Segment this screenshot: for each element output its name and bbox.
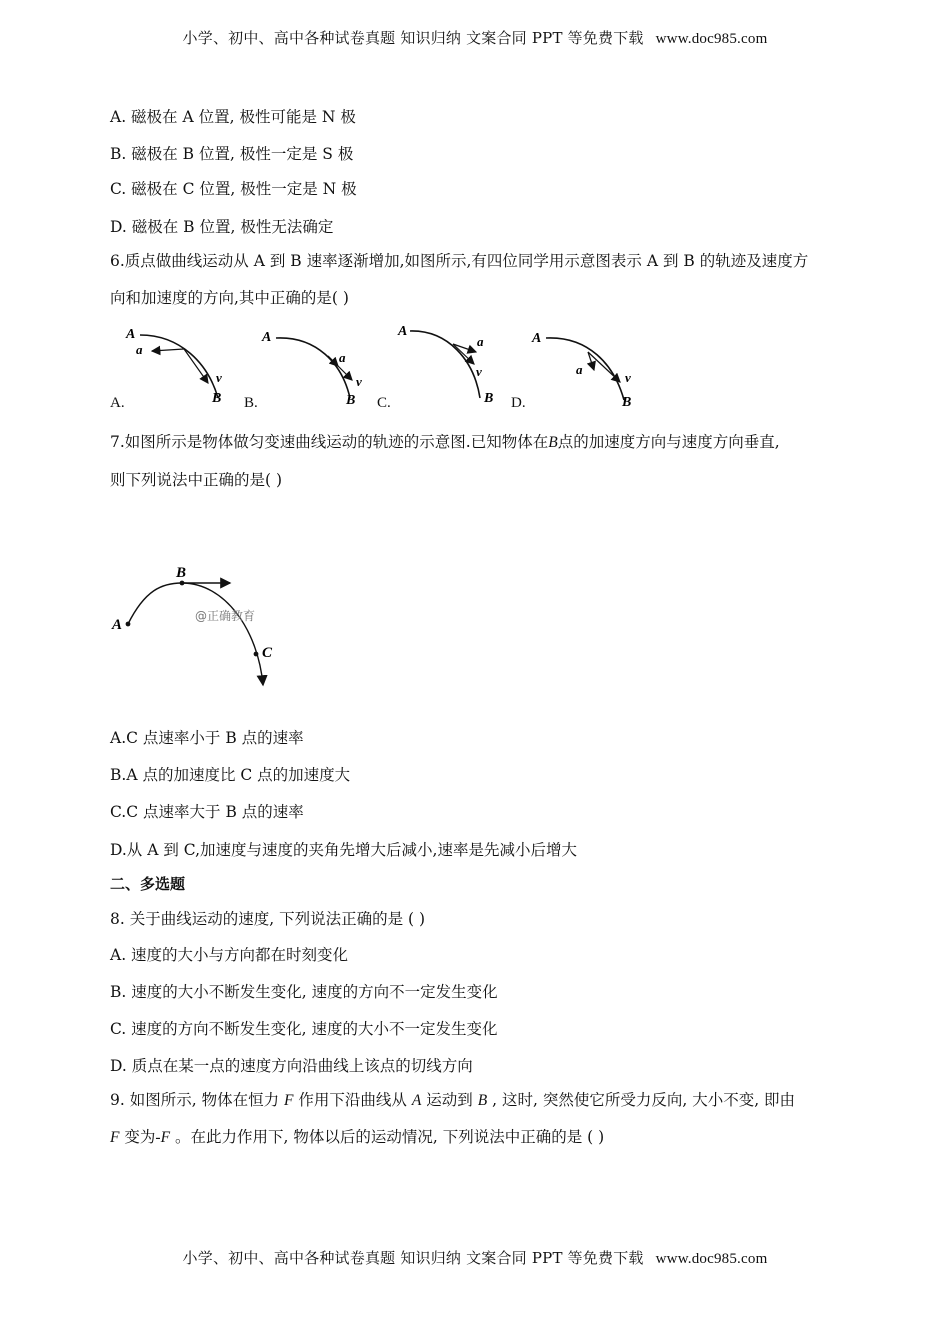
q6c-label-start: A bbox=[398, 324, 408, 339]
q7-stem-part2: 点的加速度方向与速度方向垂直, bbox=[557, 433, 780, 451]
q6d-label-accel: a bbox=[576, 362, 583, 377]
q7-label-c: C bbox=[262, 645, 273, 661]
q9-text-4: , 这时, 突然使它所受力反向, 大小不变, 即由 bbox=[492, 1091, 796, 1109]
q7-stem-part1: 7.如图所示是物体做匀变速曲线运动的轨迹的示意图.已知物体在 bbox=[110, 433, 549, 451]
q6a-label-start: A bbox=[126, 327, 136, 342]
q8-option-c: C. 速度的方向不断发生变化, 速度的大小不一定发生变化 bbox=[110, 1020, 498, 1038]
q6a-label-end: B bbox=[212, 391, 222, 406]
q6c-curve bbox=[410, 331, 480, 398]
q9-symbol-b: B bbox=[477, 1092, 488, 1109]
q6-option-a-label: A. bbox=[110, 395, 125, 411]
q6-option-c-label: C. bbox=[377, 395, 391, 411]
q6b-label-start: A bbox=[262, 330, 272, 345]
q8-stem: 8. 关于曲线运动的速度, 下列说法正确的是 ( ) bbox=[110, 910, 426, 928]
q9-symbol-a: A bbox=[411, 1092, 422, 1109]
q6-stem-line1: 6.质点做曲线运动从 A 到 B 速率逐渐增加,如图所示,有四位同学用示意图表示 A 到 B 的轨迹及速度方 bbox=[110, 252, 809, 270]
q6-stem-line2: 向和加速度的方向,其中正确的是( ) bbox=[110, 289, 349, 307]
q9-text-2: 作用下沿曲线从 bbox=[298, 1091, 407, 1109]
q5-option-a: A. 磁极在 A 位置, 极性可能是 N 极 bbox=[110, 108, 356, 126]
q6b-curve bbox=[276, 338, 350, 398]
q7-stem-line2: 则下列说法中正确的是( ) bbox=[110, 471, 283, 489]
footer-url[interactable]: www.doc985.com bbox=[655, 1251, 768, 1267]
q7-point-b bbox=[180, 581, 185, 586]
q8-option-d: D. 质点在某一点的速度方向沿曲线上该点的切线方向 bbox=[110, 1057, 473, 1075]
q9-stem-line2 bbox=[110, 1125, 604, 1147]
q6d-curve bbox=[546, 338, 624, 400]
q6-figure-d bbox=[531, 331, 631, 410]
q7-option-a: A.C 点速率小于 B 点的速率 bbox=[110, 729, 304, 747]
q7-option-c: C.C 点速率大于 B 点的速率 bbox=[110, 803, 304, 821]
page-footer bbox=[0, 1247, 950, 1268]
q6b-label-end: B bbox=[346, 393, 356, 408]
q6d-label-start: A bbox=[532, 331, 542, 346]
q6a-label-accel: a bbox=[136, 342, 143, 357]
q6b-label-accel: a bbox=[339, 350, 346, 365]
q6a-curve bbox=[140, 335, 218, 398]
q7-trajectory bbox=[128, 583, 263, 685]
q7-option-b: B.A 点的加速度比 C 点的加速度大 bbox=[110, 766, 351, 784]
q6a-label-vel: v bbox=[216, 370, 222, 385]
q6a-accel-arrow bbox=[152, 349, 184, 351]
q6-option-d-label: D. bbox=[511, 395, 526, 411]
header-url[interactable]: www.doc985.com bbox=[655, 31, 768, 47]
q7-point-c bbox=[254, 652, 259, 657]
q6-option-b-label: B. bbox=[244, 395, 258, 411]
q5-option-c: C. 磁极在 C 位置, 极性一定是 N 极 bbox=[110, 180, 357, 198]
q9-symbol-f-2: F bbox=[110, 1129, 120, 1146]
q6c-vel-arrow bbox=[453, 344, 474, 364]
q6-figure-c bbox=[397, 324, 493, 406]
q7-figure bbox=[100, 560, 300, 695]
footer-text: 小学、初中、高中各种试卷真题 知识归纳 文案合同 PPT 等免费下载 bbox=[182, 1249, 644, 1267]
q8-option-a: A. 速度的大小与方向都在时刻变化 bbox=[110, 946, 349, 964]
q6c-label-accel: a bbox=[477, 334, 484, 349]
q5-option-b: B. 磁极在 B 位置, 极性一定是 S 极 bbox=[110, 145, 354, 163]
q9-symbol-neg-f: -F bbox=[155, 1129, 171, 1146]
q6d-label-vel: v bbox=[625, 370, 631, 385]
q8-option-b: B. 速度的大小不断发生变化, 速度的方向不一定发生变化 bbox=[110, 983, 498, 1001]
page-header bbox=[0, 27, 950, 48]
q7-stem-line1 bbox=[110, 430, 780, 452]
q6-figure-a bbox=[125, 327, 222, 406]
q6c-label-end: B bbox=[484, 391, 494, 406]
q9-text-1: 9. 如图所示, 物体在恒力 bbox=[110, 1091, 280, 1109]
q7-label-a: A bbox=[112, 617, 123, 633]
q6d-label-end: B bbox=[622, 395, 632, 410]
q6b-label-vel: v bbox=[356, 374, 362, 389]
header-text: 小学、初中、高中各种试卷真题 知识归纳 文案合同 PPT 等免费下载 bbox=[182, 29, 644, 47]
q7-point-a bbox=[126, 622, 131, 627]
q6-figure-b bbox=[261, 330, 362, 408]
q9-text-6: 。在此力作用下, 物体以后的运动情况, 下列说法中正确的是 ( ) bbox=[175, 1128, 605, 1146]
q7-stem-b: B bbox=[548, 434, 558, 451]
q5-option-d: D. 磁极在 B 位置, 极性无法确定 bbox=[110, 218, 334, 236]
q9-text-5: 变为 bbox=[124, 1128, 156, 1146]
q9-text-3: 运动到 bbox=[426, 1091, 473, 1109]
q9-symbol-f: F bbox=[284, 1092, 294, 1109]
q9-stem-line1 bbox=[110, 1088, 795, 1110]
q6a-vel-arrow bbox=[184, 349, 208, 383]
q7-label-b: B bbox=[176, 565, 187, 581]
q7-option-d: D.从 A 到 C,加速度与速度的夹角先增大后减小,速率是先减小后增大 bbox=[110, 841, 577, 859]
q6c-label-vel: v bbox=[476, 364, 482, 379]
section-title-multi-choice: 二、多选题 bbox=[110, 875, 186, 893]
q7-watermark: @正确教育 bbox=[195, 609, 256, 623]
